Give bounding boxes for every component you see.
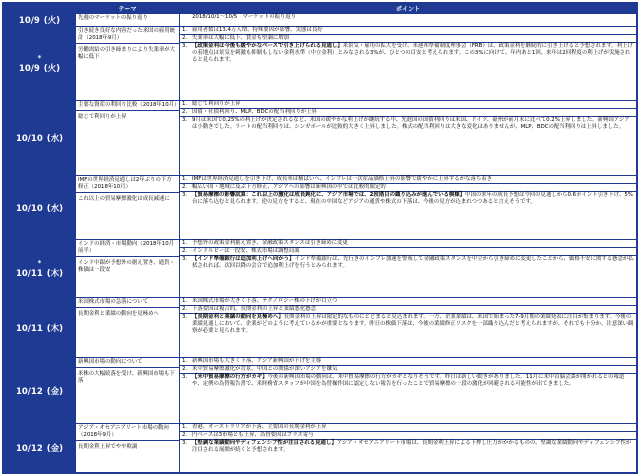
- day-of-week: (火): [43, 63, 61, 74]
- point-item: [180, 248, 636, 256]
- theme-subtitle: 長期金利と業績の動向を見極めへ: [78, 311, 159, 317]
- theme-title: IMFの世界経済見通しは2年ぶりの下方修正（2018年10月）: [76, 177, 179, 193]
- point-text: [192, 35, 634, 42]
- date-line: [14, 442, 65, 454]
- point-text: [192, 314, 634, 335]
- point-body: 9月は米国で0.25%の利上げが決定されるなど、米国の緩やかな利上げが継続する中、先進国の国債利回りは米国、ドイツ、豪州が前月末に比べて0.2%上昇しました。新興国アジアは小動きでした。リートの配当利回りは、シンガポールが比較的大きく上昇しました。株式の配当利回りは大きな変化はありませんが、MLP、BDCの配当利回りは上昇しました。: [192, 117, 630, 130]
- day-of-week: (金): [46, 386, 64, 397]
- theme-subtitle: 長期金利上昇でやや軟調: [78, 444, 138, 450]
- theme-title: 引き続き良好な内容だった米国の雇用統計（2018年9月）: [76, 28, 179, 44]
- date-cell-inner: [4, 101, 75, 175]
- point-number: 1.: [182, 101, 188, 107]
- date-cell-inner: [4, 14, 75, 26]
- point-number: 3.: [182, 256, 188, 262]
- theme-cell: [76, 176, 180, 240]
- point-emphasis: 【堅調な業績動向やディフェンシブ性が注目される見通し】: [192, 440, 337, 446]
- point-item: [180, 101, 636, 109]
- point-number: 2.: [182, 35, 188, 41]
- point-number: 1.: [182, 298, 188, 304]
- table-row: [4, 298, 637, 358]
- date-cell: [4, 240, 76, 298]
- table-row: [4, 176, 637, 240]
- theme-cell: [76, 424, 180, 473]
- point-item: [180, 176, 636, 184]
- date-line: [14, 385, 65, 397]
- point-body: 今後の新興国市場の動向は、米中貿易摩擦の行方がカギとなりそうです。昨日は新しい動きがありました。11月に米中首脳会談が開かれるとの報道や、定例の為替報告書で、米財務省スタッフが中国を為替操作国に認定しない報告を行ったことで貿易摩擦の一段の激化が回避される可能性が出てきました。: [192, 374, 625, 387]
- point-emphasis: 【貿易摩擦の影響試算：これ以上の激化は成長鈍化に、アジア市場では、2段階目の織り込みが進んでいる模様】: [192, 192, 466, 198]
- point-body: 国債・社債利回り、MLP、BDCの配当利回りが上昇: [192, 109, 317, 115]
- point-item: [180, 35, 636, 43]
- date-cell-inner: [4, 424, 75, 472]
- point-body: インド準備銀行は、先行きのインフレ加速を警戒して金融政策スタンスを中立から引き締めに変更したことから、価格不安に関する懸念が払拭されれば、次回以降の会合で追加利上げを行うとみられます。: [192, 256, 634, 269]
- date-value: 10/11: [15, 268, 43, 279]
- point-item: [180, 306, 636, 314]
- date-cell-inner: [4, 27, 75, 100]
- point-text: [192, 248, 634, 255]
- date-cell: [4, 14, 76, 27]
- date-value: 10/12: [15, 444, 43, 454]
- market-report-table-container: [2, 2, 638, 474]
- date-line: [17, 62, 62, 74]
- point-body: 長期金利の上昇は限定的なものにとどまると見込まれます。一方、企業業績は、米国で始まった7-9月期の業績発表に注目が集まります。今後の業績見通しにおいて、企業がどのように考えているかが重要となります。昨日の株価下落は、今後の業績修正リスクを一部織り込んだと考えられますが、それでも十分か、注意深い観察が必要と見られます。: [192, 314, 634, 334]
- theme-cell: [76, 101, 180, 176]
- point-text: [192, 192, 634, 206]
- point-body: 幅広い国・地域に及ぶ下方修正、アジアへの影響は新興国の中では比較的限定的: [192, 184, 386, 190]
- date-line: [14, 132, 65, 144]
- points-cell: [180, 14, 637, 27]
- point-body: 円ベースは3市場とも上昇、為替要因はプラス寄与: [192, 432, 314, 438]
- date-cell: [4, 424, 76, 473]
- point-text: [192, 43, 634, 64]
- point-emphasis: 【政策金利は今後も緩やかなペースで引き上げられる見通し】: [192, 43, 343, 49]
- date-line: [17, 14, 62, 26]
- point-body: IMFは世界経済見通しを引き下げ、成長率は横ばいへ、インフレは一次産品価格上昇の影響で緩やかに上昇するがな落ち着き: [192, 176, 493, 182]
- date-cell-inner: [4, 298, 75, 357]
- points-cell: [180, 358, 637, 424]
- theme-title: 米国株式市場の急落について: [76, 299, 179, 308]
- point-body: インドルピーは一段安、株式市場は調整局面: [192, 248, 300, 254]
- theme-title: 新興国市場の動向について: [76, 359, 179, 368]
- point-item: [180, 43, 636, 64]
- point-body: 米国株式市場が大きく下落、テクノロジー株の下げが目立つ: [192, 298, 338, 304]
- point-text: [192, 109, 634, 116]
- point-number: 1.: [182, 358, 188, 364]
- point-number: 3.: [182, 117, 188, 123]
- point-item: [180, 117, 636, 131]
- date-value: 10/10: [15, 134, 43, 144]
- point-text: [192, 440, 634, 454]
- point-emphasis: 【インド準備銀行は追加利上げへ向かう】: [192, 256, 295, 262]
- header-date: [4, 4, 76, 14]
- date-cell-inner: [4, 358, 75, 423]
- points-cell: [180, 240, 637, 298]
- day-of-week: (水): [46, 134, 64, 144]
- point-number: 3.: [182, 192, 188, 198]
- point-body: 中国の来年の成長予想は今回の見通しから0.6ポイント引き下げ、5%台に落ち込むと見られます。逆の見方をすると、現在の中国などアジアの通貨や株式の下落は、今後の見方が込まれつつあると言えそうです。: [192, 192, 633, 205]
- point-item: [180, 440, 636, 454]
- point-item: [180, 27, 636, 35]
- point-number: 2.: [182, 248, 188, 254]
- point-item: [180, 432, 636, 440]
- theme-cell: [76, 240, 180, 298]
- theme-cell: [76, 358, 180, 424]
- theme-subtitle: 米株の大幅続落を受け、新興国市場も下落: [78, 371, 175, 384]
- theme-subtitle: 総じて利回りが上昇: [78, 114, 127, 120]
- point-body: 米中貿易摩擦激化が背景、中国との関係が深いアジアを嫌気: [192, 366, 338, 372]
- point-text: [192, 358, 634, 365]
- point-number: 3.: [182, 374, 188, 380]
- points-cell: [180, 424, 637, 473]
- day-of-week: (木): [46, 268, 64, 279]
- table-row: [4, 358, 637, 424]
- point-body: 雇用者数は13.4万人増、特殊要因が影響、実態は良好: [192, 27, 323, 33]
- point-body: 下落要因は複合的、長期金利の上昇と業績悪化懸念: [192, 306, 316, 312]
- point-item: [180, 314, 636, 335]
- highlight-star: *: [37, 53, 42, 62]
- point-item: [180, 240, 636, 248]
- day-of-week: (木): [46, 323, 64, 334]
- date-value: 10/12: [15, 386, 43, 397]
- date-value: 10/9: [18, 16, 40, 26]
- table-row: [4, 27, 637, 101]
- point-number: 1.: [182, 27, 188, 33]
- points-cell: [180, 27, 637, 101]
- point-text: [192, 27, 634, 34]
- date-cell-inner: [4, 176, 75, 239]
- point-body: 米景気・雇用の拡大を受け、米連邦準備制度理事会（FRB）は、政策金利を継続的に引き上げると予想されます。利上げの着地点は景気を刺激も抑制もしない金利水準（中立金利）とみなされる3%が、ひとつの目安と考えられます。この3%に向けて、年内あと1回、来年は2回程度の利上げが実施されると見られます。: [192, 43, 633, 63]
- point-number: 2.: [182, 306, 188, 312]
- table-row: [4, 240, 637, 298]
- point-number: 2.: [182, 432, 188, 438]
- theme-cell: [76, 298, 180, 358]
- theme-cell: [76, 27, 180, 101]
- theme-title: アジア・オセアニアリート市場の動向（2018年9月）: [76, 425, 179, 441]
- point-emphasis: 【長期金利と業績の動向を見極めへ】: [192, 314, 284, 320]
- points-cell: [180, 101, 637, 176]
- point-body: 失業率は大幅に低下、賃金も堅調に増加: [192, 35, 290, 41]
- point-text: [192, 432, 634, 439]
- point-text: [192, 306, 634, 313]
- theme-title: インドの経済・市場動向（2018年10月前半）: [76, 241, 179, 257]
- point-text: [192, 101, 634, 108]
- date-cell: [4, 298, 76, 358]
- point-body: 香港、オーストラリアが下落、主要国の長期金利が上昇: [192, 424, 327, 430]
- theme-subtitle: インド中銀が予想外の据え置き、通貨・株価は一段安: [78, 260, 175, 273]
- point-number: 1.: [182, 240, 188, 246]
- theme-title: 主要な資産の利回り比較（2018年10月）: [76, 102, 179, 111]
- point-item: [180, 109, 636, 117]
- point-number: 3.: [182, 314, 188, 320]
- header-point: ポイント: [180, 4, 637, 14]
- point-item: [180, 358, 636, 366]
- point-item: [180, 192, 636, 206]
- point-item: [180, 184, 636, 192]
- table-row: [4, 14, 637, 27]
- date-value: 10/11: [15, 323, 43, 334]
- point-body: 2018/10/1～10/5 マーケットの振り返り: [192, 14, 297, 20]
- point-item: [180, 366, 636, 374]
- point-body: 総じて利回りが上昇: [192, 101, 241, 107]
- date-cell: [4, 176, 76, 240]
- point-item: [180, 374, 636, 388]
- point-body: 予想外の政策金利据え置き、金融政策スタンスは引き締めに変更: [192, 240, 348, 246]
- point-text: [192, 366, 634, 373]
- table-body: [4, 14, 637, 473]
- point-text: [192, 298, 634, 305]
- highlight-star: *: [37, 258, 42, 267]
- theme-cell: [76, 14, 180, 27]
- theme-subtitle: 労働需給の引き締まりにより失業率が大幅に低下: [78, 47, 176, 60]
- date-line: [14, 322, 65, 334]
- point-text: [192, 176, 634, 183]
- date-line: [14, 267, 65, 279]
- market-report-table: [3, 3, 637, 473]
- point-body: アジア・オセアニアリート市場は、長期金利上昇による下押し圧力がかかるものの、堅調な業績動向やディフェンシブ性が注目される展開が続くと予想されます。: [192, 440, 632, 453]
- point-number: 3.: [182, 43, 188, 49]
- point-number: 2.: [182, 109, 188, 115]
- point-item: [180, 14, 636, 21]
- date-cell: [4, 101, 76, 176]
- date-line: [14, 202, 65, 214]
- day-of-week: (火): [43, 16, 61, 26]
- table-header-row: [4, 4, 637, 14]
- point-body: 新興国市場も大きく下落、アジア新興国が下げを主導: [192, 358, 322, 364]
- date-cell-inner: [4, 240, 75, 297]
- day-of-week: (金): [46, 444, 64, 454]
- point-item: [180, 424, 636, 432]
- points-cell: [180, 176, 637, 240]
- point-number: 2.: [182, 184, 188, 190]
- point-text: [192, 117, 634, 131]
- point-item: [180, 298, 636, 306]
- point-number: 2.: [182, 366, 188, 372]
- point-number: 3.: [182, 440, 188, 446]
- point-text: [192, 256, 634, 270]
- header-theme: テーマ: [76, 4, 180, 14]
- point-number: 1.: [182, 424, 188, 430]
- point-text: [192, 184, 634, 191]
- points-cell: [180, 298, 637, 358]
- point-item: [180, 256, 636, 270]
- table-row: [4, 424, 637, 473]
- day-of-week: (水): [46, 203, 64, 214]
- theme-title: 先週のマーケットの振り返り: [78, 15, 148, 21]
- date-value: 10/10: [15, 203, 43, 214]
- date-cell: [4, 27, 76, 101]
- point-text: [192, 424, 634, 431]
- point-text: [192, 240, 634, 247]
- point-number: [182, 14, 192, 21]
- date-value: 10/9: [18, 63, 40, 74]
- date-cell: [4, 358, 76, 424]
- table-row: [4, 101, 637, 176]
- point-text: [192, 374, 634, 388]
- point-emphasis: 【米中貿易摩擦の行方がカギ】: [192, 374, 268, 380]
- point-text: [192, 14, 634, 21]
- point-number: 1.: [182, 176, 188, 182]
- theme-subtitle: これ以上の貿易摩擦激化は成長減速に: [78, 196, 170, 202]
